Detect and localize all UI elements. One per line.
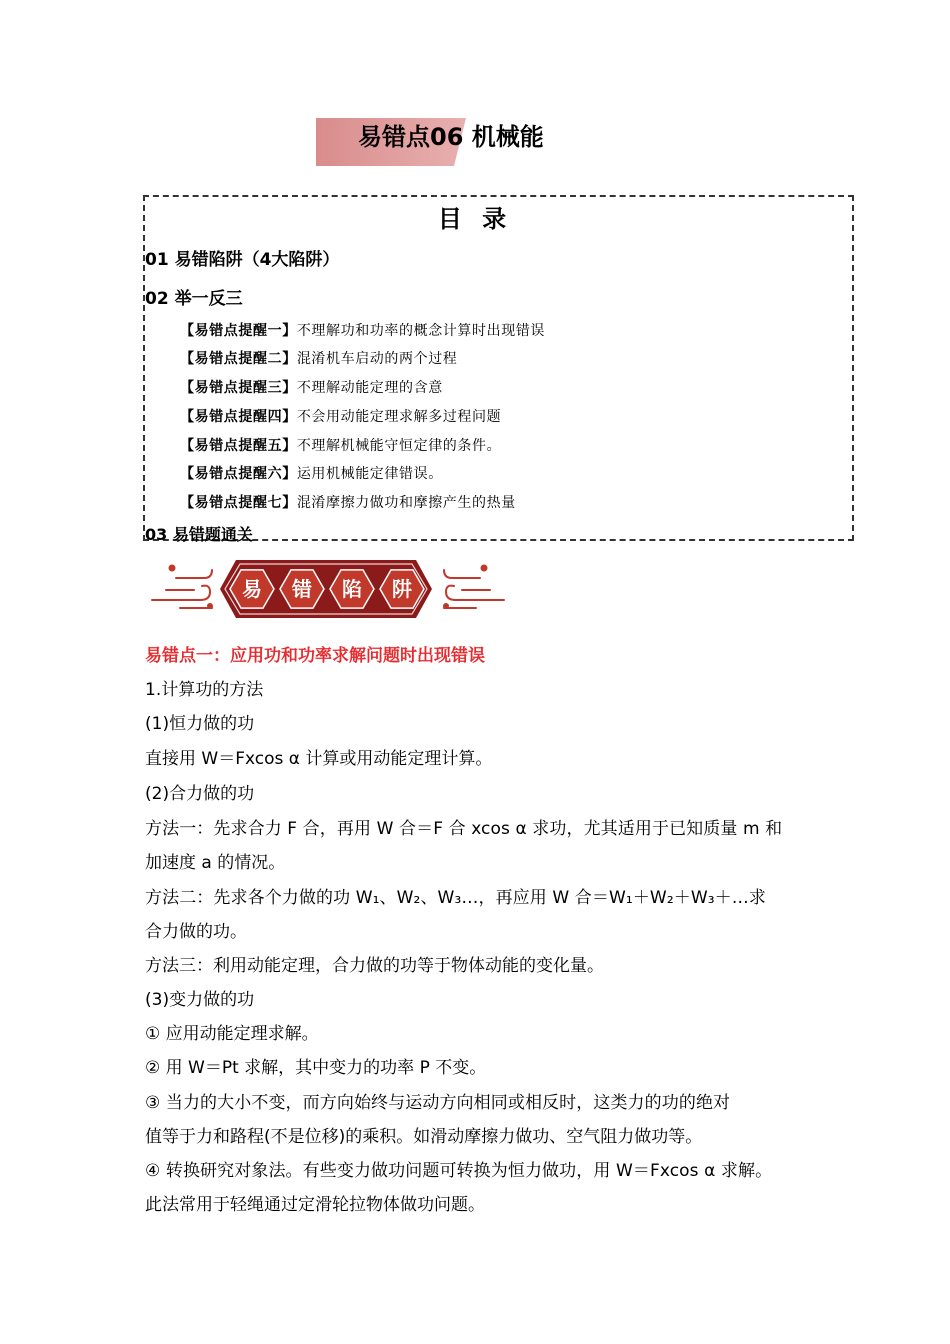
content-line: ② 用 W＝Pt 求解，其中变力的功率 P 不变。 bbox=[145, 1058, 487, 1078]
banner-char: 错 bbox=[292, 577, 312, 601]
toc-item-tag: 【易错点提醒二】 bbox=[180, 351, 297, 367]
page-title: 易错点06 机械能 bbox=[358, 123, 544, 151]
right-swirl-ornament bbox=[444, 566, 504, 609]
toc-item[interactable] bbox=[180, 492, 516, 512]
content-line: 合力做的功。 bbox=[145, 922, 247, 942]
toc-item-text: 不理解功和功率的概念计算时出现错误 bbox=[296, 323, 546, 339]
toc-item-text: 运用机械能定律错误。 bbox=[296, 466, 443, 482]
content-line: (2)合力做的功 bbox=[145, 784, 255, 804]
banner-char: 陷 bbox=[342, 577, 362, 601]
section-heading: 易错点一：应用功和功率求解问题时出现错误 bbox=[145, 646, 485, 666]
toc-section-3[interactable]: 03 易错题通关 bbox=[145, 525, 253, 544]
toc-section-1[interactable]: 01 易错陷阱（4大陷阱） bbox=[145, 250, 340, 270]
toc-item[interactable] bbox=[180, 377, 443, 397]
toc-item-text: 混淆机车启动的两个过程 bbox=[296, 351, 458, 367]
toc-item-tag: 【易错点提醒六】 bbox=[180, 466, 297, 482]
toc-item-text: 不理解机械能守恒定律的条件。 bbox=[296, 438, 502, 454]
toc-item-text: 不会用动能定理求解多过程问题 bbox=[296, 409, 502, 425]
toc-item[interactable] bbox=[180, 435, 501, 455]
toc-item-text: 不理解动能定理的含意 bbox=[296, 380, 443, 396]
toc-item-tag: 【易错点提醒七】 bbox=[180, 495, 297, 511]
pitfalls-banner bbox=[148, 556, 508, 622]
banner-char: 易 bbox=[242, 577, 262, 601]
content-line: (3)变力做的功 bbox=[145, 990, 255, 1010]
content-line: 此法常用于轻绳通过定滑轮拉物体做功问题。 bbox=[145, 1195, 485, 1215]
content-line: (1)恒力做的功 bbox=[145, 714, 255, 734]
toc-item-tag: 【易错点提醒三】 bbox=[180, 380, 297, 396]
toc-item[interactable] bbox=[180, 463, 443, 483]
toc-item-text: 混淆摩擦力做功和摩擦产生的热量 bbox=[296, 495, 516, 511]
banner-char: 阱 bbox=[392, 577, 412, 601]
left-swirl-ornament bbox=[152, 566, 212, 609]
toc-item-tag: 【易错点提醒一】 bbox=[180, 323, 297, 339]
toc-item-tag: 【易错点提醒五】 bbox=[180, 438, 297, 454]
toc-item[interactable] bbox=[180, 320, 545, 340]
content-line: 1.计算功的方法 bbox=[145, 680, 264, 700]
toc-item[interactable] bbox=[180, 348, 457, 368]
toc-item-tag: 【易错点提醒四】 bbox=[180, 409, 297, 425]
content-line: 值等于力和路程(不是位移)的乘积。如滑动摩擦力做功、空气阻力做功等。 bbox=[145, 1127, 703, 1147]
content-line: ③ 当力的大小不变，而方向始终与运动方向相同或相反时，这类力的功的绝对 bbox=[145, 1093, 731, 1113]
content-line: 方法二：先求各个力做的功 W₁、W₂、W₃…，再应用 W 合＝W₁＋W₂＋W₃＋…求 bbox=[145, 888, 766, 908]
content-line: 方法一：先求合力 F 合，再用 W 合＝F 合 xcos α 求功，尤其适用于已知质量 m 和 bbox=[145, 819, 783, 839]
toc-item[interactable] bbox=[180, 406, 501, 426]
content-line: 加速度 a 的情况。 bbox=[145, 853, 286, 873]
toc-heading: 目 录 bbox=[437, 205, 513, 233]
content-line: ① 应用动能定理求解。 bbox=[145, 1024, 319, 1044]
content-line: ④ 转换研究对象法。有些变力做功问题可转换为恒力做功，用 W＝Fxcos α 求解。 bbox=[145, 1161, 773, 1181]
toc-section-2[interactable]: 02 举一反三 bbox=[145, 289, 243, 309]
content-line: 直接用 W＝Fxcos α 计算或用动能定理计算。 bbox=[145, 749, 493, 769]
hexagon-badges bbox=[220, 560, 432, 618]
content-line: 方法三：利用动能定理，合力做的功等于物体动能的变化量。 bbox=[145, 956, 604, 976]
